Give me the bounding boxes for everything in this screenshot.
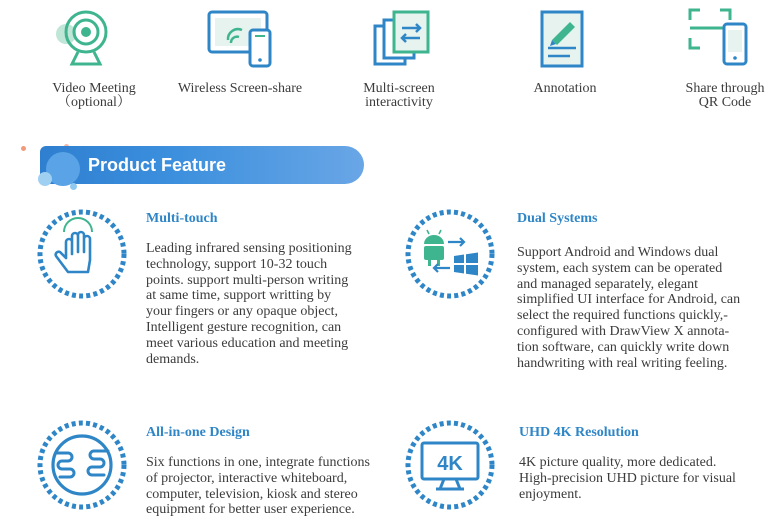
top-label-video-meeting: Video Meeting （optional） [52, 81, 136, 110]
decor-dot [70, 183, 77, 190]
feature-body-all-in-one: Six functions in one, integrate functions of projector, interactive whiteboard, computer, television, kiosk and stereo equipment for better user experience. [146, 455, 370, 518]
section-title: Product Feature [88, 155, 227, 175]
globe-icon [36, 419, 128, 511]
4k-monitor-icon [404, 419, 496, 511]
svg-text:4K: 4K [437, 453, 463, 475]
decor-dot [38, 172, 52, 186]
multi-screen-icon [370, 6, 440, 72]
hand-touch-icon [36, 208, 128, 300]
top-label-annotation: Annotation [533, 81, 597, 96]
feature-title-dual-systems: Dual Systems [517, 211, 598, 226]
top-label-multi-screen: Multi-screen interactivity [363, 81, 435, 110]
android-windows-icon [404, 208, 496, 300]
top-label-qr-share: Share through QR Code [685, 81, 765, 110]
feature-body-multi-touch: Leading infrared sensing positioning technology, support 10-32 touch points. support multi-person writing at same time, support writting by your fingers or any opaque object, Intelligent gesture recognition, can meet various education and meeting demands. [146, 241, 352, 367]
feature-title-uhd-4k: UHD 4K Resolution [519, 425, 639, 440]
screen-share-icon [206, 6, 276, 72]
top-label-wireless-share: Wireless Screen-share [177, 81, 303, 96]
feature-title-all-in-one: All-in-one Design [146, 425, 250, 440]
decor-dot [21, 146, 26, 151]
feature-body-dual-systems: Support Android and Windows dual system, each system can be operated and managed separately, elegant simplified UI interface for Android, can select the required functions quickly,- configured with DrawView X annota- tion software, can quickly write down handwriting with real writing feeling. [517, 245, 741, 371]
feature-body-uhd-4k: 4K picture quality, more dedicated. High-precision UHD picture for visual enjoyment. [519, 455, 736, 502]
feature-title-multi-touch: Multi-touch [146, 211, 218, 226]
annotation-icon [530, 6, 600, 72]
webcam-icon [50, 6, 120, 72]
qr-share-icon [686, 6, 756, 72]
